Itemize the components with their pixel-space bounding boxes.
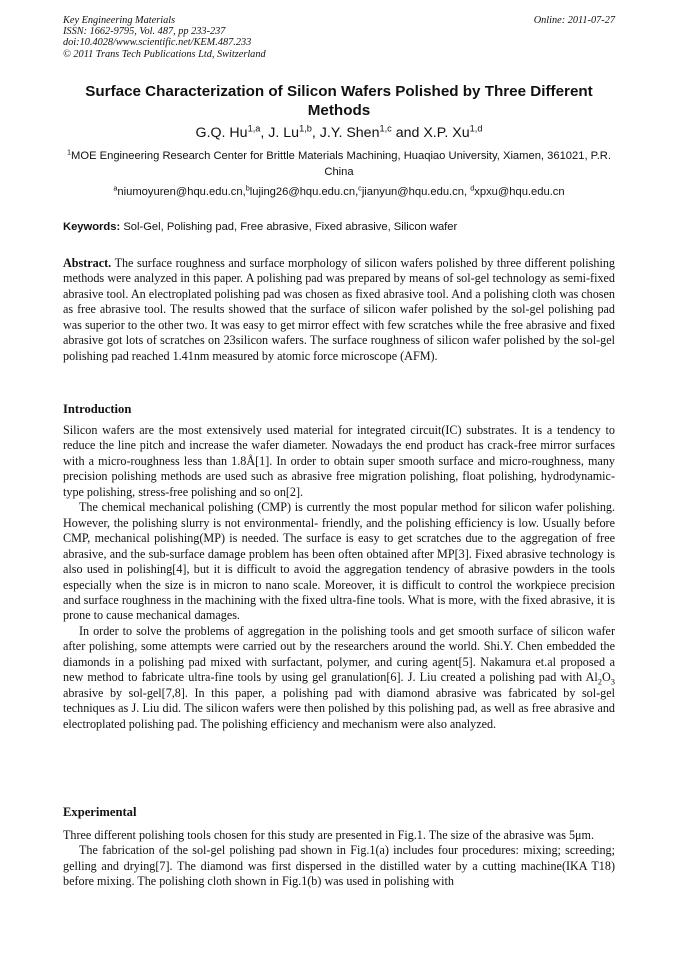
keywords-text: Sol-Gel, Polishing pad, Free abrasive, Fixed abrasive, Silicon wafer [123, 221, 458, 233]
author-name: X.P. Xu [423, 125, 470, 141]
doi-line: doi:10.4028/www.scientific.net/KEM.487.233 [63, 37, 252, 49]
author-name: G.Q. Hu [195, 125, 248, 141]
author-separator: , [260, 125, 269, 141]
introduction-body [63, 423, 615, 732]
journal-name: Key Engineering Materials [63, 15, 176, 26]
issn-line: ISSN: 1662-9795, Vol. 487, pp 233-237 [63, 26, 226, 38]
affiliation-sup: 1 [67, 147, 72, 157]
author-sup: 1,a [247, 123, 261, 134]
paragraph: The chemical mechanical polishing (CMP) is currently the most popular method for silicon wafer polishing. However, the polishing slurry is not environmental- friendly, and the polishing efficiency is low. Usually before CMP, mechanical polishing(MP) is needed. The surface is easy to get scratches due to the aggregation of free abrasive, and the sub-surface damage problem has been often obtained after MP[3]. Fixed abrasive technology is also used in polishing[4], but it is difficult to avoid the aggregation tendency of abrasive powders in the tools especially when the size is in micron to nano scale. Moreover, it is difficult to control the workpiece precision and surface roughness in the machining with the fixed ultra-fine tools. What is more, with the fixed abrasive, it is prone to cause mechanical damages. [63, 500, 615, 623]
section-heading-introduction: Introduction [63, 402, 132, 416]
experimental-body [63, 828, 615, 890]
paragraph: The fabrication of the sol-gel polishing pad shown in Fig.1(a) includes four procedures: mixing; screeding; gelling and drying[7]. The diamond was first dispersed in the distilled water by a cutting machine(IKA T18) before mixing. The polishing cloth shown in Fig.1(b) was used in polishing with [63, 843, 615, 889]
email-address[interactable]: niumoyuren@hqu.edu.cn [117, 186, 243, 198]
paragraph: Three different polishing tools chosen for this study are presented in Fig.1. The size of the abrasive was 5μm. [63, 828, 595, 842]
keywords [63, 220, 615, 235]
abstract-text: The surface roughness and surface morphology of silicon wafers polished by three different polishing methods were analyzed in this paper. A polishing pad was prepared by means of sol-gel technology as semi-fixed abrasive tool. An electroplated polishing pad was chosen as fixed abrasive tool. And a polishing cloth was chosen as free abrasive tool. The results showed that the surface of silicon wafer polished by the sol-gel polishing pad was superior to the other two. It was easy to get mirror effect with few scratches while the free abrasive and fixed abrasive got lots of scratches on 23silicon wafers. The surface roughness of silicon wafer polished by the sol-gel polishing pad reached 1.41nm measured by atomic force microscope (AFM). [63, 256, 615, 363]
subscript: 3 [610, 676, 615, 687]
affiliation [66, 149, 612, 180]
paper-title: Surface Characterization of Silicon Wafers Polished by Three Different Methods [85, 83, 593, 119]
online-date: Online: 2011-07-27 [533, 15, 615, 26]
email-address[interactable]: lujing26@hqu.edu.cn [249, 186, 356, 198]
author-separator: , [311, 125, 320, 141]
author-and: and [391, 125, 424, 141]
paragraph-text: abrasive by sol-gel[7,8]. In this paper, a polishing pad with diamond abrasive was fabricated by sol-gel techniques as J. Liu did. The silicon wafers were then polished by this polishing pad, as well as free abrasive and electroplated polishing pad. The polishing efficiency and mechanism were also analyzed. [63, 685, 615, 731]
journal-header [63, 15, 615, 60]
email-sup: d [470, 183, 475, 193]
author-sup: 1,d [469, 123, 483, 134]
abstract [63, 256, 615, 364]
author-name: J. Lu [268, 125, 300, 141]
author-name: J.Y. Shen [319, 125, 380, 141]
section-heading-experimental: Experimental [63, 805, 137, 819]
paragraph-text: In order to solve the problems of aggregation in the polishing tools and get smooth surface of silicon wafer after polishing, some attempts were carried out by the researchers around the world. Shi.Y. Chen embedded the diamonds in a polishing pad mixed with surfactant, polymer, and curing agent[5]. Nakamura et.al proposed a new method to fabricate ultra-fine tools by using gel granulation[6]. J. Liu created a polishing pad with Al [63, 623, 615, 685]
email-sup: c [358, 183, 362, 193]
author-sup: 1,b [299, 123, 312, 134]
paragraph: Silicon wafers are the most extensively used material for integrated circuit(IC) substrates. It is a tendency to reduce the line pitch and increase the wafer diameter. Nowadays the end product has crack-free mirror surfaces with a micro-roughness less than 1.8Å[1]. In order to obtain super smooth surface and micro-roughness, many precision polishing methods are used such as abrasive free migration polishing, float polishing, hydrodynamic-type polishing, stress-free polishing and so on[2]. [63, 423, 615, 499]
email-sup: b [245, 183, 250, 193]
subscript: 2 [597, 676, 602, 687]
copyright-line: © 2011 Trans Tech Publications Ltd, Switzerland [63, 48, 266, 60]
email-list: $^a$niumoyuren@hqu.edu.cn,$^b$lujing26@hqu.edu.cn,$^c$jianyun@hqu.edu.cn, $^d$xpxu@hqu.edu.cn [113, 183, 565, 198]
paragraph-text: O [601, 670, 611, 685]
author-sup: 1,c [379, 123, 392, 134]
abstract-label: Abstract. [63, 256, 112, 270]
keywords-label: Keywords: [63, 221, 121, 233]
email-sup: a [113, 183, 118, 193]
affiliation-text: MOE Engineering Research Center for Brittle Materials Machining, Huaqiao University, Xiamen, 361021, P.R. China [71, 150, 611, 178]
author-list [60, 124, 618, 142]
email-address[interactable]: xpxu@hqu.edu.cn [474, 186, 565, 198]
email-address[interactable]: jianyun@hqu.edu.cn [361, 186, 464, 198]
paragraph [63, 624, 615, 732]
